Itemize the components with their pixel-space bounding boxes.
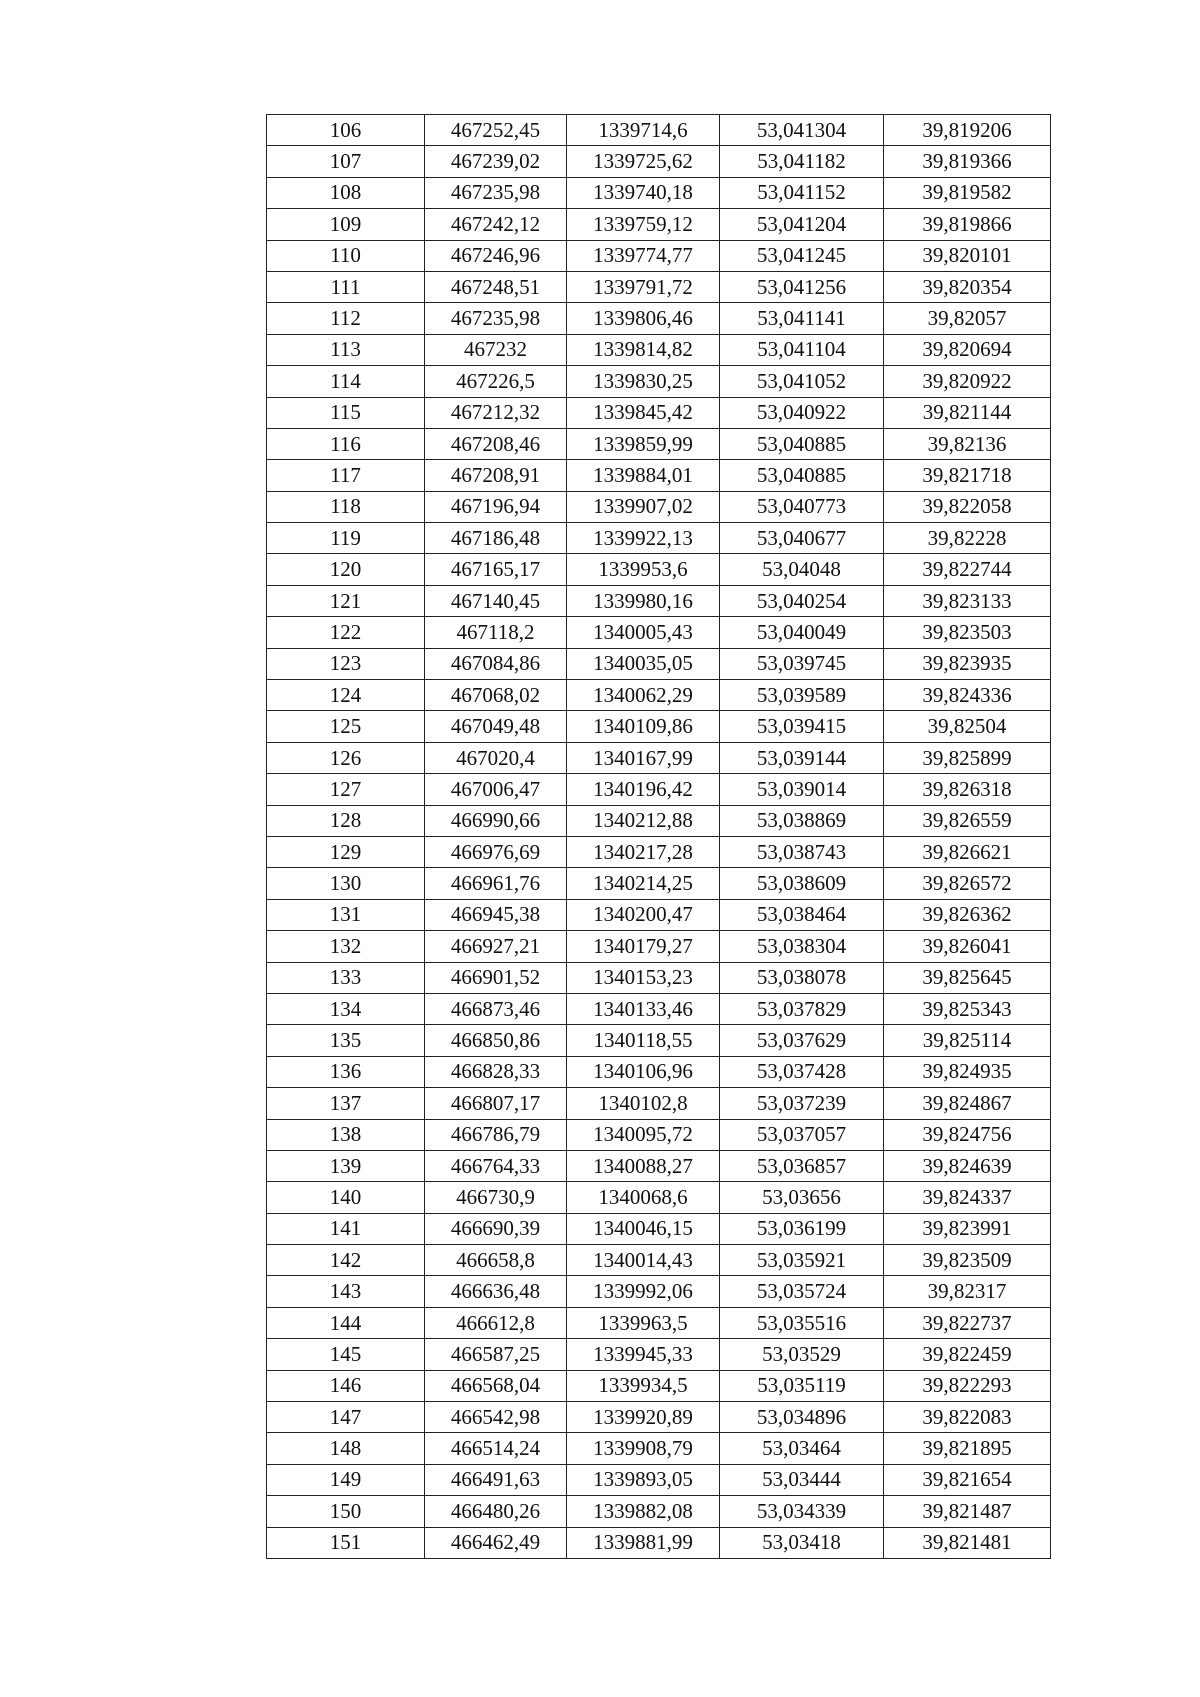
latitude-cell: 53,035516	[720, 1307, 884, 1338]
point-number-cell: 146	[267, 1370, 425, 1401]
latitude-cell: 53,038078	[720, 962, 884, 993]
table-row	[267, 1433, 1051, 1464]
x-coordinate-cell: 467226,5	[425, 366, 567, 397]
x-coordinate-cell: 466828,33	[425, 1056, 567, 1087]
point-number-cell: 145	[267, 1339, 425, 1370]
point-number-cell: 151	[267, 1527, 425, 1558]
table-row	[267, 1119, 1051, 1150]
y-coordinate-cell: 1339884,01	[567, 460, 720, 491]
table-row	[267, 993, 1051, 1024]
longitude-cell: 39,821895	[884, 1433, 1051, 1464]
longitude-cell: 39,822459	[884, 1339, 1051, 1370]
y-coordinate-cell: 1340118,55	[567, 1025, 720, 1056]
y-coordinate-cell: 1339759,12	[567, 209, 720, 240]
point-number-cell: 106	[267, 115, 425, 146]
table-row	[267, 334, 1051, 365]
table-row	[267, 742, 1051, 773]
longitude-cell: 39,823935	[884, 648, 1051, 679]
longitude-cell: 39,821487	[884, 1496, 1051, 1527]
x-coordinate-cell: 467020,4	[425, 742, 567, 773]
table-row	[267, 1213, 1051, 1244]
x-coordinate-cell: 467140,45	[425, 585, 567, 616]
x-coordinate-cell: 466491,63	[425, 1464, 567, 1495]
y-coordinate-cell: 1339740,18	[567, 177, 720, 208]
y-coordinate-cell: 1340088,27	[567, 1150, 720, 1181]
x-coordinate-cell: 466480,26	[425, 1496, 567, 1527]
latitude-cell: 53,035119	[720, 1370, 884, 1401]
latitude-cell: 53,035724	[720, 1276, 884, 1307]
y-coordinate-cell: 1340102,8	[567, 1088, 720, 1119]
y-coordinate-cell: 1340153,23	[567, 962, 720, 993]
point-number-cell: 113	[267, 334, 425, 365]
table-row	[267, 1088, 1051, 1119]
latitude-cell: 53,03656	[720, 1182, 884, 1213]
latitude-cell: 53,034339	[720, 1496, 884, 1527]
longitude-cell: 39,82504	[884, 711, 1051, 742]
point-number-cell: 143	[267, 1276, 425, 1307]
x-coordinate-cell: 467212,32	[425, 397, 567, 428]
table-row	[267, 1527, 1051, 1558]
latitude-cell: 53,03464	[720, 1433, 884, 1464]
longitude-cell: 39,821718	[884, 460, 1051, 491]
point-number-cell: 115	[267, 397, 425, 428]
latitude-cell: 53,039589	[720, 680, 884, 711]
x-coordinate-cell: 467239,02	[425, 146, 567, 177]
longitude-cell: 39,819582	[884, 177, 1051, 208]
x-coordinate-cell: 467186,48	[425, 523, 567, 554]
table-row	[267, 1245, 1051, 1276]
latitude-cell: 53,04048	[720, 554, 884, 585]
longitude-cell: 39,824756	[884, 1119, 1051, 1150]
y-coordinate-cell: 1339814,82	[567, 334, 720, 365]
table-row	[267, 648, 1051, 679]
coordinates-table	[266, 114, 1051, 1559]
x-coordinate-cell: 466542,98	[425, 1402, 567, 1433]
x-coordinate-cell: 467068,02	[425, 680, 567, 711]
longitude-cell: 39,824639	[884, 1150, 1051, 1181]
y-coordinate-cell: 1339714,6	[567, 115, 720, 146]
longitude-cell: 39,820922	[884, 366, 1051, 397]
y-coordinate-cell: 1340095,72	[567, 1119, 720, 1150]
y-coordinate-cell: 1339774,77	[567, 240, 720, 271]
latitude-cell: 53,034896	[720, 1402, 884, 1433]
longitude-cell: 39,822737	[884, 1307, 1051, 1338]
longitude-cell: 39,82057	[884, 303, 1051, 334]
table-row	[267, 836, 1051, 867]
table-row	[267, 523, 1051, 554]
y-coordinate-cell: 1339920,89	[567, 1402, 720, 1433]
table-row	[267, 1496, 1051, 1527]
table-row	[267, 1056, 1051, 1087]
table-row	[267, 1025, 1051, 1056]
longitude-cell: 39,821654	[884, 1464, 1051, 1495]
y-coordinate-cell: 1340200,47	[567, 899, 720, 930]
x-coordinate-cell: 466514,24	[425, 1433, 567, 1464]
latitude-cell: 53,035921	[720, 1245, 884, 1276]
point-number-cell: 131	[267, 899, 425, 930]
x-coordinate-cell: 467242,12	[425, 209, 567, 240]
table-row	[267, 1182, 1051, 1213]
table-row	[267, 177, 1051, 208]
y-coordinate-cell: 1339806,46	[567, 303, 720, 334]
x-coordinate-cell: 466961,76	[425, 868, 567, 899]
table-row	[267, 1339, 1051, 1370]
table-row	[267, 554, 1051, 585]
point-number-cell: 140	[267, 1182, 425, 1213]
y-coordinate-cell: 1340062,29	[567, 680, 720, 711]
point-number-cell: 133	[267, 962, 425, 993]
point-number-cell: 122	[267, 617, 425, 648]
x-coordinate-cell: 467208,91	[425, 460, 567, 491]
x-coordinate-cell: 466612,8	[425, 1307, 567, 1338]
x-coordinate-cell: 466945,38	[425, 899, 567, 930]
x-coordinate-cell: 467165,17	[425, 554, 567, 585]
table-row	[267, 962, 1051, 993]
table-row	[267, 680, 1051, 711]
table-row	[267, 899, 1051, 930]
y-coordinate-cell: 1339725,62	[567, 146, 720, 177]
x-coordinate-cell: 466901,52	[425, 962, 567, 993]
x-coordinate-cell: 466990,66	[425, 805, 567, 836]
table-row	[267, 115, 1051, 146]
point-number-cell: 118	[267, 491, 425, 522]
latitude-cell: 53,041182	[720, 146, 884, 177]
x-coordinate-cell: 466462,49	[425, 1527, 567, 1558]
longitude-cell: 39,82228	[884, 523, 1051, 554]
y-coordinate-cell: 1339882,08	[567, 1496, 720, 1527]
y-coordinate-cell: 1339992,06	[567, 1276, 720, 1307]
table-row	[267, 1307, 1051, 1338]
table-row	[267, 617, 1051, 648]
latitude-cell: 53,039415	[720, 711, 884, 742]
y-coordinate-cell: 1340196,42	[567, 774, 720, 805]
longitude-cell: 39,823991	[884, 1213, 1051, 1244]
x-coordinate-cell: 466927,21	[425, 931, 567, 962]
longitude-cell: 39,826559	[884, 805, 1051, 836]
x-coordinate-cell: 466850,86	[425, 1025, 567, 1056]
y-coordinate-cell: 1340109,86	[567, 711, 720, 742]
table-row	[267, 366, 1051, 397]
point-number-cell: 112	[267, 303, 425, 334]
longitude-cell: 39,820354	[884, 271, 1051, 302]
table-row	[267, 931, 1051, 962]
x-coordinate-cell: 467252,45	[425, 115, 567, 146]
x-coordinate-cell: 466690,39	[425, 1213, 567, 1244]
point-number-cell: 141	[267, 1213, 425, 1244]
longitude-cell: 39,823509	[884, 1245, 1051, 1276]
latitude-cell: 53,041304	[720, 115, 884, 146]
latitude-cell: 53,039144	[720, 742, 884, 773]
latitude-cell: 53,038743	[720, 836, 884, 867]
x-coordinate-cell: 466976,69	[425, 836, 567, 867]
longitude-cell: 39,820101	[884, 240, 1051, 271]
point-number-cell: 135	[267, 1025, 425, 1056]
point-number-cell: 114	[267, 366, 425, 397]
latitude-cell: 53,041256	[720, 271, 884, 302]
point-number-cell: 108	[267, 177, 425, 208]
x-coordinate-cell: 466636,48	[425, 1276, 567, 1307]
longitude-cell: 39,822058	[884, 491, 1051, 522]
table-row	[267, 209, 1051, 240]
y-coordinate-cell: 1340068,6	[567, 1182, 720, 1213]
x-coordinate-cell: 466786,79	[425, 1119, 567, 1150]
longitude-cell: 39,826041	[884, 931, 1051, 962]
point-number-cell: 138	[267, 1119, 425, 1150]
latitude-cell: 53,03418	[720, 1527, 884, 1558]
latitude-cell: 53,040049	[720, 617, 884, 648]
longitude-cell: 39,825899	[884, 742, 1051, 773]
y-coordinate-cell: 1339845,42	[567, 397, 720, 428]
latitude-cell: 53,040254	[720, 585, 884, 616]
longitude-cell: 39,824337	[884, 1182, 1051, 1213]
longitude-cell: 39,826572	[884, 868, 1051, 899]
point-number-cell: 136	[267, 1056, 425, 1087]
y-coordinate-cell: 1340214,25	[567, 868, 720, 899]
x-coordinate-cell: 466658,8	[425, 1245, 567, 1276]
point-number-cell: 126	[267, 742, 425, 773]
latitude-cell: 53,03529	[720, 1339, 884, 1370]
latitude-cell: 53,038869	[720, 805, 884, 836]
y-coordinate-cell: 1339953,6	[567, 554, 720, 585]
table-row	[267, 428, 1051, 459]
longitude-cell: 39,822744	[884, 554, 1051, 585]
y-coordinate-cell: 1340005,43	[567, 617, 720, 648]
y-coordinate-cell: 1339791,72	[567, 271, 720, 302]
table-row	[267, 1370, 1051, 1401]
y-coordinate-cell: 1339963,5	[567, 1307, 720, 1338]
y-coordinate-cell: 1340035,05	[567, 648, 720, 679]
latitude-cell: 53,041152	[720, 177, 884, 208]
point-number-cell: 120	[267, 554, 425, 585]
latitude-cell: 53,040885	[720, 428, 884, 459]
latitude-cell: 53,040885	[720, 460, 884, 491]
y-coordinate-cell: 1339945,33	[567, 1339, 720, 1370]
point-number-cell: 148	[267, 1433, 425, 1464]
latitude-cell: 53,039014	[720, 774, 884, 805]
latitude-cell: 53,038609	[720, 868, 884, 899]
point-number-cell: 142	[267, 1245, 425, 1276]
longitude-cell: 39,826621	[884, 836, 1051, 867]
point-number-cell: 129	[267, 836, 425, 867]
longitude-cell: 39,825114	[884, 1025, 1051, 1056]
point-number-cell: 134	[267, 993, 425, 1024]
latitude-cell: 53,03444	[720, 1464, 884, 1495]
point-number-cell: 137	[267, 1088, 425, 1119]
point-number-cell: 107	[267, 146, 425, 177]
y-coordinate-cell: 1340046,15	[567, 1213, 720, 1244]
x-coordinate-cell: 467246,96	[425, 240, 567, 271]
table-row	[267, 397, 1051, 428]
longitude-cell: 39,824867	[884, 1088, 1051, 1119]
y-coordinate-cell: 1340217,28	[567, 836, 720, 867]
point-number-cell: 147	[267, 1402, 425, 1433]
x-coordinate-cell: 466568,04	[425, 1370, 567, 1401]
point-number-cell: 150	[267, 1496, 425, 1527]
point-number-cell: 124	[267, 680, 425, 711]
point-number-cell: 128	[267, 805, 425, 836]
table-row	[267, 711, 1051, 742]
y-coordinate-cell: 1339934,5	[567, 1370, 720, 1401]
latitude-cell: 53,040922	[720, 397, 884, 428]
latitude-cell: 53,037239	[720, 1088, 884, 1119]
table-row	[267, 1276, 1051, 1307]
longitude-cell: 39,819206	[884, 115, 1051, 146]
y-coordinate-cell: 1339907,02	[567, 491, 720, 522]
longitude-cell: 39,822293	[884, 1370, 1051, 1401]
point-number-cell: 109	[267, 209, 425, 240]
table-row	[267, 460, 1051, 491]
longitude-cell: 39,823503	[884, 617, 1051, 648]
x-coordinate-cell: 467084,86	[425, 648, 567, 679]
latitude-cell: 53,039745	[720, 648, 884, 679]
latitude-cell: 53,036199	[720, 1213, 884, 1244]
x-coordinate-cell: 467196,94	[425, 491, 567, 522]
latitude-cell: 53,041245	[720, 240, 884, 271]
longitude-cell: 39,824336	[884, 680, 1051, 711]
point-number-cell: 144	[267, 1307, 425, 1338]
x-coordinate-cell: 466764,33	[425, 1150, 567, 1181]
x-coordinate-cell: 467049,48	[425, 711, 567, 742]
x-coordinate-cell: 467248,51	[425, 271, 567, 302]
table-row	[267, 491, 1051, 522]
latitude-cell: 53,040773	[720, 491, 884, 522]
x-coordinate-cell: 467006,47	[425, 774, 567, 805]
table-row	[267, 303, 1051, 334]
table-row	[267, 585, 1051, 616]
y-coordinate-cell: 1339830,25	[567, 366, 720, 397]
latitude-cell: 53,041104	[720, 334, 884, 365]
point-number-cell: 132	[267, 931, 425, 962]
x-coordinate-cell: 466873,46	[425, 993, 567, 1024]
point-number-cell: 125	[267, 711, 425, 742]
longitude-cell: 39,819866	[884, 209, 1051, 240]
point-number-cell: 121	[267, 585, 425, 616]
latitude-cell: 53,038304	[720, 931, 884, 962]
table-row	[267, 146, 1051, 177]
y-coordinate-cell: 1339908,79	[567, 1433, 720, 1464]
longitude-cell: 39,820694	[884, 334, 1051, 365]
x-coordinate-cell: 467232	[425, 334, 567, 365]
longitude-cell: 39,823133	[884, 585, 1051, 616]
coordinates-table-body	[267, 115, 1051, 1559]
x-coordinate-cell: 466730,9	[425, 1182, 567, 1213]
table-row	[267, 271, 1051, 302]
table-row	[267, 868, 1051, 899]
table-row	[267, 774, 1051, 805]
point-number-cell: 119	[267, 523, 425, 554]
longitude-cell: 39,825645	[884, 962, 1051, 993]
longitude-cell: 39,821144	[884, 397, 1051, 428]
x-coordinate-cell: 467235,98	[425, 303, 567, 334]
y-coordinate-cell: 1340212,88	[567, 805, 720, 836]
y-coordinate-cell: 1340133,46	[567, 993, 720, 1024]
y-coordinate-cell: 1339881,99	[567, 1527, 720, 1558]
longitude-cell: 39,82136	[884, 428, 1051, 459]
point-number-cell: 116	[267, 428, 425, 459]
y-coordinate-cell: 1339922,13	[567, 523, 720, 554]
point-number-cell: 127	[267, 774, 425, 805]
point-number-cell: 110	[267, 240, 425, 271]
point-number-cell: 130	[267, 868, 425, 899]
latitude-cell: 53,037057	[720, 1119, 884, 1150]
longitude-cell: 39,82317	[884, 1276, 1051, 1307]
y-coordinate-cell: 1340167,99	[567, 742, 720, 773]
latitude-cell: 53,037428	[720, 1056, 884, 1087]
table-row	[267, 1464, 1051, 1495]
longitude-cell: 39,819366	[884, 146, 1051, 177]
longitude-cell: 39,822083	[884, 1402, 1051, 1433]
point-number-cell: 111	[267, 271, 425, 302]
latitude-cell: 53,038464	[720, 899, 884, 930]
x-coordinate-cell: 467235,98	[425, 177, 567, 208]
longitude-cell: 39,824935	[884, 1056, 1051, 1087]
y-coordinate-cell: 1339859,99	[567, 428, 720, 459]
table-row	[267, 1150, 1051, 1181]
longitude-cell: 39,826318	[884, 774, 1051, 805]
table-row	[267, 805, 1051, 836]
y-coordinate-cell: 1340106,96	[567, 1056, 720, 1087]
longitude-cell: 39,821481	[884, 1527, 1051, 1558]
latitude-cell: 53,041204	[720, 209, 884, 240]
latitude-cell: 53,036857	[720, 1150, 884, 1181]
x-coordinate-cell: 466587,25	[425, 1339, 567, 1370]
x-coordinate-cell: 467118,2	[425, 617, 567, 648]
table-row	[267, 240, 1051, 271]
point-number-cell: 123	[267, 648, 425, 679]
latitude-cell: 53,041141	[720, 303, 884, 334]
point-number-cell: 149	[267, 1464, 425, 1495]
point-number-cell: 117	[267, 460, 425, 491]
y-coordinate-cell: 1339893,05	[567, 1464, 720, 1495]
latitude-cell: 53,041052	[720, 366, 884, 397]
y-coordinate-cell: 1339980,16	[567, 585, 720, 616]
x-coordinate-cell: 466807,17	[425, 1088, 567, 1119]
point-number-cell: 139	[267, 1150, 425, 1181]
y-coordinate-cell: 1340014,43	[567, 1245, 720, 1276]
x-coordinate-cell: 467208,46	[425, 428, 567, 459]
latitude-cell: 53,040677	[720, 523, 884, 554]
latitude-cell: 53,037829	[720, 993, 884, 1024]
latitude-cell: 53,037629	[720, 1025, 884, 1056]
y-coordinate-cell: 1340179,27	[567, 931, 720, 962]
longitude-cell: 39,826362	[884, 899, 1051, 930]
table-row	[267, 1402, 1051, 1433]
longitude-cell: 39,825343	[884, 993, 1051, 1024]
